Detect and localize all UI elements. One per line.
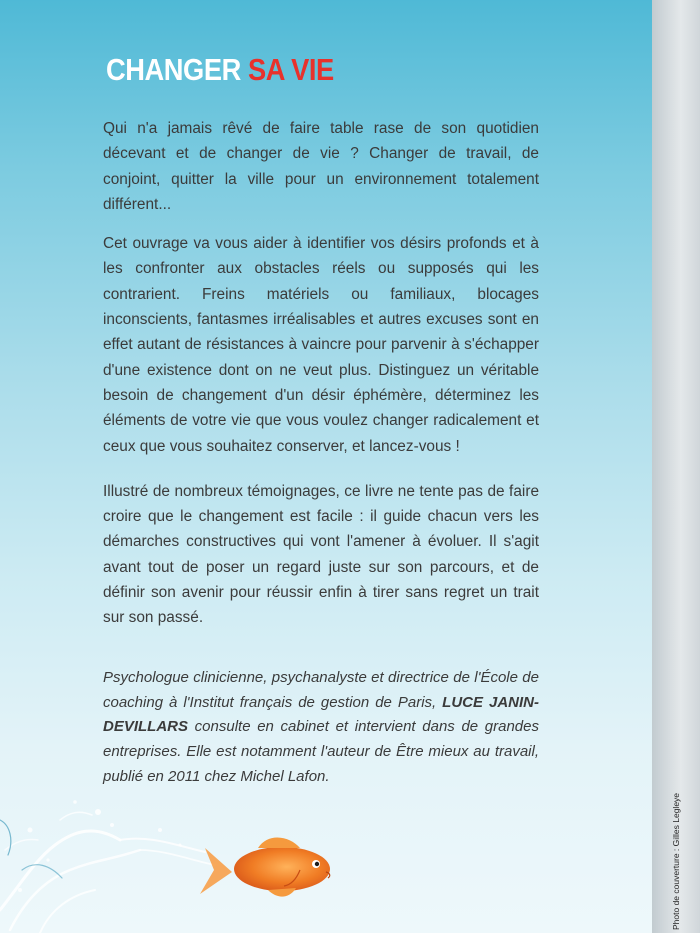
bio-text-end: consulte en cabinet et intervient dans de grandes entreprises. Elle est notamment l'auteur de Être mieux au travail, publié en 2011 chez Michel Lafon.: [103, 718, 539, 785]
blurb-paragraph-3: Illustré de nombreux témoignages, ce livre ne tente pas de faire croire que le changement est facile : il guide chacun vers les démarches constructives qui vont l'amener à évoluer. Il s'agit avant tout de poser un regard juste sur son parcours, et de définir son avenir pour réussir enfin à tirer sans regret un trait sur son passé.: [103, 482, 539, 627]
goldfish-icon: [200, 837, 330, 896]
photo-credit: Photo de couverture : Gilles Legleye: [671, 792, 681, 930]
title-word-changer: CHANGER: [106, 52, 241, 87]
water-splash-icon: [0, 800, 215, 933]
cover-illustration: [0, 790, 652, 933]
author-name: LUCE JANIN-DEVILLARS: [103, 693, 539, 736]
blurb: [103, 116, 539, 649]
book-title: [106, 52, 334, 88]
blurb-paragraph-2: Cet ouvrage va vous aider à identifier vos désirs profonds et à les confronter aux obstacles réels ou supposés qui les contrarient. Freins matériels ou familiaux, blocages inconscients, fantasmes irréalisables et autres excuses sont en effet autant de résistances à vaincre pour parvenir à s'échapper d'une existence dont on ne veut plus. Distinguez un véritable besoin de changement d'un désir éphémère, déterminez les éléments de votre vie que vous voulez changer radicalement et ceux que vous souhaitez conserver, et lancez-vous !: [103, 235, 539, 455]
bio-text-start: Psychologue clinicienne, psychanalyste et directrice de l'École de coaching à l'Institut français de gestion de Paris,: [103, 669, 539, 711]
title-word-sa-vie: SA VIE: [247, 52, 334, 87]
blurb-paragraph-1: Qui n'a jamais rêvé de faire table rase de son quotidien décevant et de changer de vie ? Changer de travail, de conjoint, quitter la ville pour un environnement totalement différent...: [103, 120, 539, 213]
author-bio: [103, 666, 539, 790]
